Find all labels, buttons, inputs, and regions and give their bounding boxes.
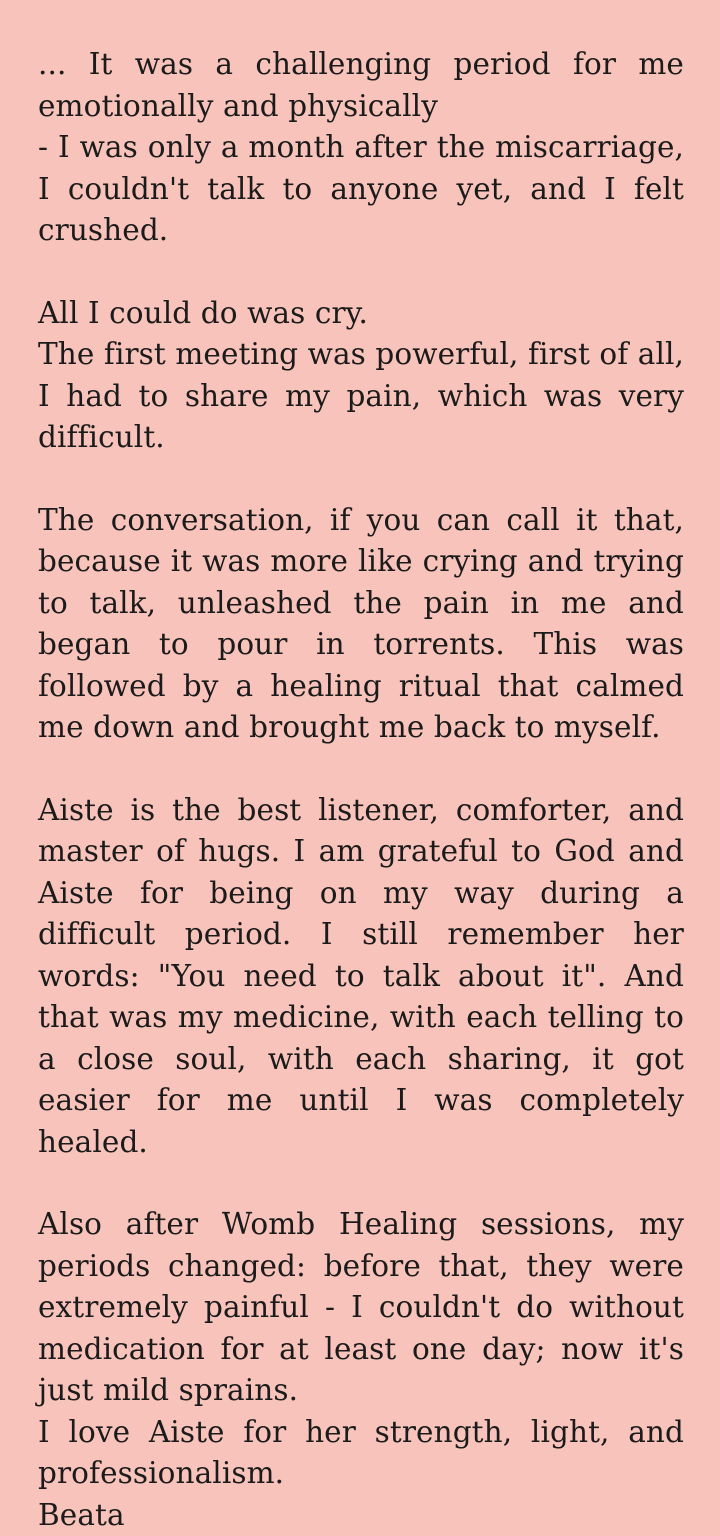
paragraph-line: I love Aiste for her strength, light, and professionalism. (38, 1412, 684, 1495)
paragraph-spacer (38, 252, 684, 293)
paragraph-spacer (38, 749, 684, 790)
paragraph-line: The conversation, if you can call it that, because it was more like crying and trying to talk, unleashed the pain in me and began to pour in torrents. This was followed by a healing ritual that calmed me down and brought me back to myself. (38, 500, 684, 749)
paragraph-line: ... It was a challenging period for me emotionally and physically (38, 44, 684, 127)
paragraph-line: - I was only a month after the miscarriage, I couldn't talk to anyone yet, and I felt crushed. (38, 127, 684, 252)
paragraph-spacer (38, 1163, 684, 1204)
paragraph-line: The first meeting was powerful, first of all, I had to share my pain, which was very difficult. (38, 334, 684, 459)
paragraph-line: Aiste is the best listener, comforter, and master of hugs. I am grateful to God and Aiste for being on my way during a difficult period. I still remember her words: "You need to talk about it". And that was my medicine, with each telling to a close soul, with each sharing, it got easier for me until I was completely healed. (38, 790, 684, 1164)
paragraph-spacer (38, 459, 684, 500)
signature-line: Beata (38, 1495, 684, 1536)
paragraph-line: All I could do was cry. (38, 293, 684, 335)
paragraph-line: Also after Womb Healing sessions, my periods changed: before that, they were extremely painful - I couldn't do without medication for at least one day; now it's just mild sprains. (38, 1204, 684, 1412)
